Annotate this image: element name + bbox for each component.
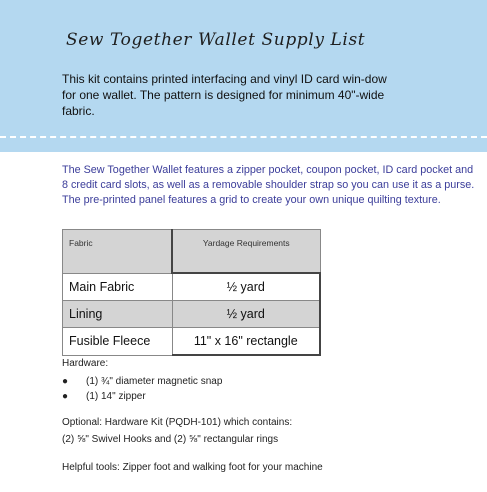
optional-hardware — [62, 414, 462, 448]
table-cell-fabric: Lining — [63, 301, 173, 328]
table-cell-yardage: 11" x 16" rectangle — [172, 328, 320, 356]
optional-line: Optional: Hardware Kit (PQDH-101) which contains: — [62, 417, 293, 428]
table-cell-fabric: Fusible Fleece — [63, 328, 173, 356]
header-banner — [0, 0, 487, 152]
hardware-item-label: (1) ¾" diameter magnetic snap — [86, 376, 223, 387]
list-item — [62, 389, 222, 404]
bullet-icon: ● — [62, 391, 69, 402]
bullet-icon: ● — [62, 376, 69, 387]
dashed-divider — [0, 136, 487, 138]
helpful-tools: Helpful tools: Zipper foot and walking foot for your machine — [62, 462, 323, 473]
table-row — [63, 273, 321, 301]
table-cell-yardage: ½ yard — [172, 273, 320, 301]
table-cell-fabric: Main Fabric — [63, 273, 173, 301]
table-header-fabric: Fabric — [63, 230, 173, 274]
hardware-item-label: (1) 14" zipper — [86, 391, 146, 402]
yardage-table — [62, 229, 321, 356]
table-cell-yardage: ½ yard — [172, 301, 320, 328]
table-row — [63, 301, 321, 328]
table-row — [63, 328, 321, 356]
optional-line: (2) ⅝" Swivel Hooks and (2) ⅝" rectangular rings — [62, 434, 279, 445]
kit-description: This kit contains printed interfacing and vinyl ID card win-dow for one wallet. The pattern is designed for minimum 40"-wide fabric. — [62, 72, 387, 118]
table-header-row — [63, 230, 321, 274]
page-title: Sew Together Wallet Supply List — [66, 30, 366, 50]
table-header-yardage: Yardage Requirements — [172, 230, 320, 274]
hardware-heading: Hardware: — [62, 358, 109, 369]
list-item — [62, 374, 222, 389]
hardware-list — [62, 374, 222, 404]
intro-paragraph: The Sew Together Wallet features a zipper pocket, coupon pocket, ID card pocket and 8 credit card slots, as well as a removable shoulder strap so you can use it as a purse. The pre-printed panel features a grid to create your own unique quilting texture. — [62, 164, 475, 206]
